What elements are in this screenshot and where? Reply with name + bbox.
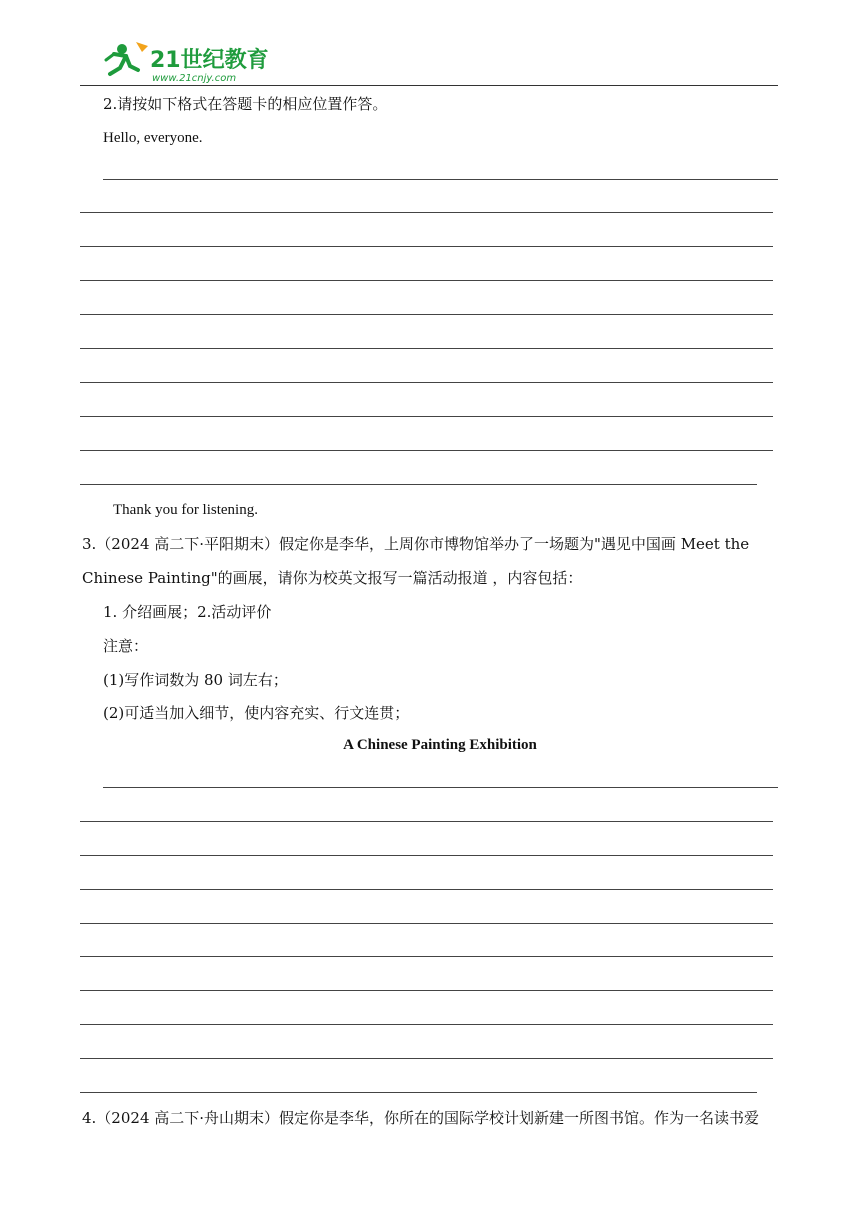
header-divider — [80, 85, 778, 86]
svg-text:21世纪教育: 21世纪教育 — [150, 48, 269, 73]
answer-line — [80, 280, 773, 281]
answer-line — [80, 416, 773, 417]
answer-line — [80, 821, 773, 822]
answer-line — [80, 855, 773, 856]
q3-prompt-line2: Chinese Painting"的画展，请你为校英文报写一篇活动报道 ，内容包括： — [82, 569, 583, 587]
answer-line — [80, 246, 773, 247]
q3-prompt-line1: 3.（2024 高二下·平阳期末）假定你是李华，上周你市博物馆举办了一场题为"遇见中国画 Meet the — [82, 535, 750, 553]
q3-note-1: (1)写作词数为 80 词左右； — [103, 671, 288, 689]
answer-line — [80, 889, 773, 890]
answer-line — [80, 382, 773, 383]
q3-note-2: (2)可适当加入细节，使内容充实、行文连贯； — [103, 704, 410, 722]
answer-line — [103, 179, 778, 180]
logo-21cnjy — [102, 40, 272, 84]
answer-line — [80, 212, 773, 213]
svg-text:www.21cnjy.com: www.21cnjy.com — [152, 73, 237, 84]
answer-line — [80, 1092, 757, 1093]
q2-greeting: Hello, everyone. — [103, 130, 203, 146]
q3-essay-title: A Chinese Painting Exhibition — [343, 737, 537, 753]
runner-icon — [106, 42, 148, 74]
answer-line — [80, 923, 773, 924]
answer-line — [80, 314, 773, 315]
answer-line — [103, 787, 778, 788]
answer-line — [80, 956, 773, 957]
answer-line — [80, 450, 773, 451]
q2-instruction: 2.请按如下格式在答题卡的相应位置作答。 — [103, 95, 388, 113]
answer-line — [80, 1058, 773, 1059]
q2-closing: Thank you for listening. — [113, 502, 258, 518]
answer-line — [80, 1024, 773, 1025]
q4-prompt-line1: 4.（2024 高二下·舟山期末）假定你是李华，你所在的国际学校计划新建一所图书馆。作为一名读书爱 — [82, 1109, 760, 1127]
answer-line — [80, 990, 773, 991]
q3-content-points: 1. 介绍画展；2.活动评价 — [103, 603, 272, 621]
answer-line — [80, 484, 757, 485]
q3-note-label: 注意： — [103, 637, 149, 655]
answer-line — [80, 348, 773, 349]
